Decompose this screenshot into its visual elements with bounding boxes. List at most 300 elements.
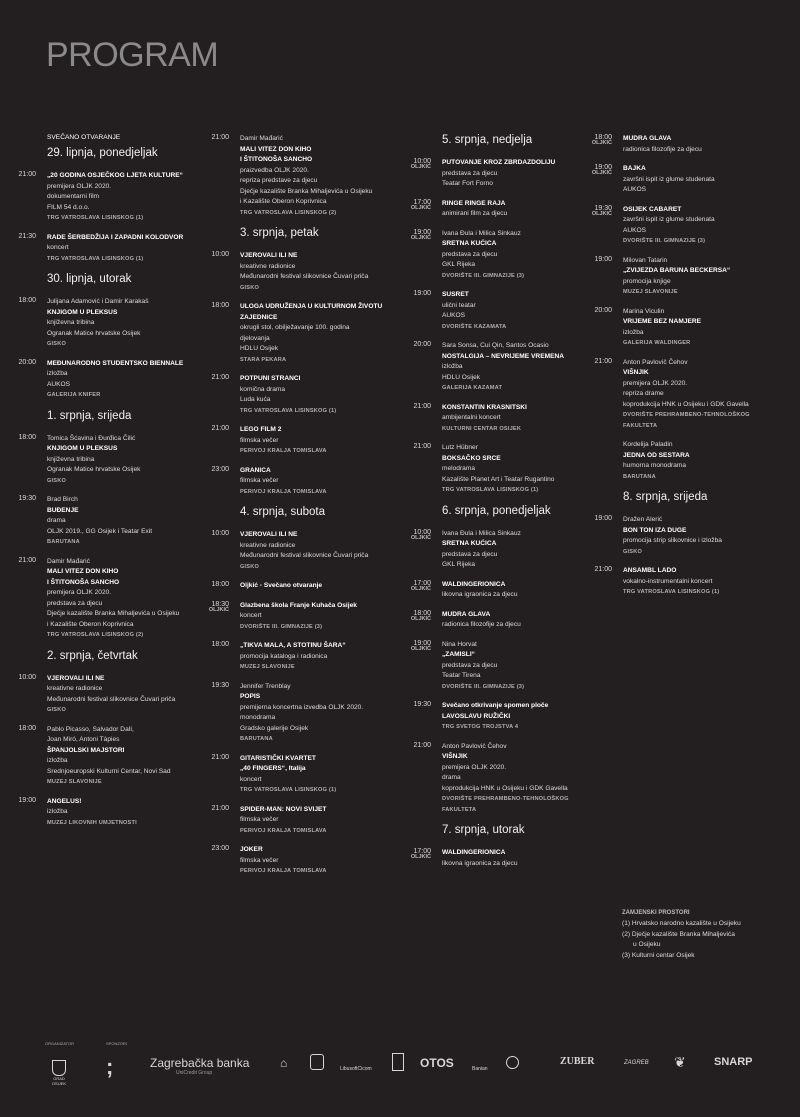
event-venue: GISKO xyxy=(47,477,67,484)
event-time: 17:00 xyxy=(413,848,431,855)
event-time-block xyxy=(576,256,612,263)
event-time-block xyxy=(193,425,229,432)
event-venue: PERIVOJ KRALJA TOMISLAVA xyxy=(240,827,327,834)
sponsor-footer xyxy=(0,1040,800,1086)
event-detail: završni ispit iz glume studenata xyxy=(623,175,715,183)
event-venue: GISKO xyxy=(47,707,67,713)
oljkic-tag: OLJKIĆ xyxy=(208,606,229,613)
event-detail: i Kazalište Oberon Koprivnica xyxy=(240,198,327,205)
event-time-block xyxy=(0,297,36,304)
venues-heading: ZAMJENSKI PROSTORI xyxy=(622,910,690,916)
event-time: 18:00 xyxy=(211,641,229,648)
event-venue: MUZEJ LIKOVNIH UMJETNOSTI xyxy=(47,819,137,826)
venue-item: (3) Kulturni centar Osijek xyxy=(622,951,695,959)
event-time-block xyxy=(193,374,229,381)
event-title: Oljkić - Svečano otvaranje xyxy=(240,582,323,589)
oljkic-tag: OLJKIĆ xyxy=(410,615,431,622)
event-time-block xyxy=(193,466,229,473)
snarp-logo: SNARP xyxy=(714,1056,753,1068)
event-entry xyxy=(413,341,592,394)
event-time: 21:00 xyxy=(211,374,229,381)
event-time: 18:00 xyxy=(413,609,431,617)
event-time-block xyxy=(576,134,612,146)
event-time-block xyxy=(193,134,229,141)
day-heading: 1. srpnja, srijeda xyxy=(47,409,132,422)
event-time-block xyxy=(193,845,229,852)
event-detail: radionica filozofije za djecu xyxy=(623,145,702,153)
event-detail: koncert xyxy=(240,612,262,619)
event-detail: Tomica Šćavina i Đurđica Čilić xyxy=(47,434,136,442)
event-detail: književna tribina xyxy=(47,455,95,463)
event-time: 21:30 xyxy=(18,232,36,240)
event-time-block xyxy=(395,640,431,652)
oljkic-tag: OLJKIĆ xyxy=(410,534,431,541)
event-detail: repriza predstave za djecu xyxy=(240,177,318,184)
event-detail: vokalno-instrumentalni koncert xyxy=(623,577,713,585)
event-entry xyxy=(410,528,592,571)
event-detail: ambijentalni koncert xyxy=(442,414,501,421)
event-detail: premijera OLJK 2020. xyxy=(47,182,112,190)
schedule-column-1 xyxy=(18,134,207,837)
event-title: GRANICA xyxy=(240,466,271,474)
event-entry xyxy=(410,158,592,190)
event-detail: AUKOS xyxy=(623,186,647,193)
event-detail: promocija kataloga i radionica xyxy=(240,652,328,660)
event-venue: TRG VATROSLAVA LISINSKOG (1) xyxy=(47,255,144,262)
event-detail: monodrama xyxy=(240,714,276,721)
event-detail: filmska večer xyxy=(240,477,279,484)
event-detail: Ogranak Matice hrvatske Osijek xyxy=(47,466,141,473)
page-title: PROGRAM xyxy=(46,36,219,74)
event-venue: FAKULTETA xyxy=(623,422,658,429)
event-entry xyxy=(591,164,783,196)
venue-item: (2) Dječje kazalište Branka Mihaljevića xyxy=(622,930,735,938)
event-title: „ZVIJEZDA BARUNA BECKERSA“ xyxy=(623,267,731,274)
event-detail: Ivana Đula i Milica Sinkauz xyxy=(442,529,521,537)
event-title: VJEROVALI ILI NE xyxy=(240,252,298,259)
event-title: ANGELUS! xyxy=(47,797,82,805)
event-entry xyxy=(18,297,207,350)
event-title: PUTOVANJE KROZ ZBRDAZDOLIJU xyxy=(442,159,556,166)
event-time-block xyxy=(0,434,36,441)
event-venue: PERIVOJ KRALJA TOMISLAVA xyxy=(240,868,327,874)
event-entry xyxy=(591,134,783,155)
event-title: SRETNA KUĆICA xyxy=(442,240,497,247)
event-detail: izložba xyxy=(47,757,68,764)
event-title: WALDINGERIONICA xyxy=(442,849,506,856)
event-detail: Brad Birch xyxy=(47,496,78,503)
event-venue: MUZEJ SLAVONIJE xyxy=(623,289,678,295)
event-time-block xyxy=(0,557,36,564)
event-time: 19:00 xyxy=(594,255,612,263)
event-venue: KULTURNI CENTAR OSIJEK xyxy=(442,425,522,432)
event-venue: MUZEJ SLAVONIJE xyxy=(240,664,295,670)
event-title: MUDRA GLAVA xyxy=(623,135,672,142)
event-title: KNJIGOM U PLEKSUS xyxy=(47,308,118,316)
event-detail: Anton Pavlovič Čehov xyxy=(442,742,507,750)
event-detail: dokumentarni film xyxy=(47,193,100,200)
event-time-block xyxy=(0,674,36,681)
event-venue: TRG VATROSLAVA LISINSKOG (1) xyxy=(623,589,720,595)
event-detail: likovna igraonica za djecu xyxy=(442,859,518,867)
day-heading: 30. lipnja, utorak xyxy=(47,273,132,285)
event-venue: DVORIŠTE III. GIMNAZIJE (3) xyxy=(240,623,323,630)
event-venue: BARUTANA xyxy=(47,539,80,545)
day-heading: 2. srpnja, četvrtak xyxy=(47,649,138,662)
event-title: BUĐENJE xyxy=(47,506,79,514)
event-entry xyxy=(208,600,400,633)
day-heading: 29. lipnja, ponedjeljak xyxy=(47,147,158,159)
event-detail: Međunarodni festival slikovnice Čuvari priča xyxy=(240,552,369,559)
event-detail: Srednjoeuropski Kulturni Centar, Novi Sad xyxy=(47,767,171,775)
event-detail: koncert xyxy=(240,775,262,783)
event-venue: DVORIŠTE KAZAMATA xyxy=(442,323,507,330)
event-venue: TRG SVETOG TROJSTVA 4 xyxy=(442,724,519,730)
event-entry xyxy=(18,673,207,716)
event-detail: koprodukcija HNK u Osijeku i GDK Gavella xyxy=(442,784,568,792)
day-heading: 8. srpnja, srijeda xyxy=(623,491,708,503)
event-entry xyxy=(211,845,400,877)
event-entry xyxy=(594,566,783,598)
day-heading: 3. srpnja, petak xyxy=(240,227,319,239)
event-detail: Teatar Fort Forno xyxy=(442,180,493,187)
event-venue: DVORIŠTE PREHRAMBENO-TEHNOLOŠKOG xyxy=(442,796,569,802)
event-detail: promocija knjige xyxy=(623,277,671,285)
event-time-block xyxy=(395,701,431,708)
event-detail: animirani film za djecu xyxy=(442,210,508,217)
event-time-block xyxy=(395,529,431,541)
organizer-label: ORGANIZATOR xyxy=(45,1041,74,1046)
event-time: 17:00 xyxy=(413,198,431,206)
event-entry xyxy=(211,465,400,498)
event-time: 19:00 xyxy=(413,228,431,236)
event-venue: TRG VATROSLAVA LISINSKOG (1) xyxy=(47,215,144,221)
event-title: „TIKVA MALA, A STOTINU ŠARA“ xyxy=(240,642,346,649)
event-detail: kreativne radionice xyxy=(240,262,296,270)
event-entry xyxy=(211,581,400,592)
event-time-block xyxy=(193,682,229,689)
day-heading: 5. srpnja, nedjelja xyxy=(442,134,533,146)
oljkic-tag: OLJKIĆ xyxy=(410,585,431,592)
event-time-block xyxy=(193,601,229,613)
event-title: LEGO FILM 2 xyxy=(240,426,282,433)
event-detail: Dječje kazalište Branka Mihaljevića u Osijeku xyxy=(47,610,180,617)
event-detail: Međunarodni festival slikovnice Čuvari priča xyxy=(47,695,176,703)
event-entry xyxy=(18,724,207,788)
schedule-column-3 xyxy=(410,134,592,878)
event-title: WALDINGERIONICA xyxy=(442,580,506,588)
event-title: VRIJEME BEZ NAMJERE xyxy=(623,318,702,325)
event-time: 18:00 xyxy=(211,302,229,309)
event-detail: Luda kuća xyxy=(240,396,271,403)
event-time: 19:00 xyxy=(413,639,431,647)
sponsor-mark-icon: ; xyxy=(106,1054,114,1079)
event-time: 19:00 xyxy=(594,164,612,171)
event-time-block xyxy=(576,307,612,314)
event-detail: GKL Rijeka xyxy=(442,561,476,568)
event-title: VIŠNJIK xyxy=(442,753,468,760)
event-title: JEDNA OD SESTARA xyxy=(623,451,690,459)
event-time-block xyxy=(0,233,36,240)
event-detail: filmska večer xyxy=(240,856,279,864)
event-time-block xyxy=(395,229,431,241)
event-entry xyxy=(211,302,400,365)
event-title: BAJKA xyxy=(623,165,646,172)
zaba-logo: Zagrebačka banka xyxy=(150,1056,250,1070)
event-title: MEĐUNARODNO STUDENTSKO BIENNALE xyxy=(47,359,184,367)
event-time: 23:00 xyxy=(211,845,229,852)
event-detail: premijera OLJK 2020. xyxy=(442,763,507,771)
event-detail: Marina Viculin xyxy=(623,307,665,315)
event-entry xyxy=(413,290,592,332)
event-time-block xyxy=(193,805,229,812)
event-detail: promocija strip slikovnice i izložba xyxy=(623,537,722,544)
event-detail: AUKOS xyxy=(47,380,71,388)
event-detail: Milovan Tatarin xyxy=(623,256,668,264)
event-time-block xyxy=(576,205,612,217)
event-entry xyxy=(18,556,207,641)
event-detail: Kordelija Paladin xyxy=(623,441,673,448)
event-time-block xyxy=(0,359,36,366)
event-detail: radionica filozofije za djecu xyxy=(442,621,521,628)
section-label: SVEČANO OTVARANJE xyxy=(47,134,121,141)
event-time: 19:30 xyxy=(594,204,612,212)
event-entry xyxy=(18,433,207,487)
event-time: 19:30 xyxy=(413,701,431,708)
event-detail: ulični teatar xyxy=(442,301,476,309)
event-detail: koprodukcija HNK u Osijeku i GDK Gavella xyxy=(623,400,749,408)
event-detail: Kazalište Planet Art i Teatar Rugantino xyxy=(442,475,555,483)
event-venue: TRG VATROSLAVA LISINSKOG (1) xyxy=(442,487,539,493)
event-entry xyxy=(211,251,400,293)
event-detail: premijera OLJK 2020. xyxy=(47,589,112,596)
event-entry xyxy=(18,171,207,224)
event-time: 10:00 xyxy=(18,673,36,681)
event-time: 20:00 xyxy=(18,358,36,366)
event-title: ANSAMBL LADO xyxy=(623,567,677,574)
event-entry xyxy=(18,232,207,265)
event-entry xyxy=(410,609,592,631)
event-time: 10:00 xyxy=(211,530,229,537)
event-venue: TRG VATROSLAVA LISINSKOG (2) xyxy=(240,209,337,216)
event-detail: komična drama xyxy=(240,385,286,393)
event-detail: izložba xyxy=(47,808,68,815)
organizer-logo: GRAD OSIJEK xyxy=(51,1076,67,1086)
event-time-block xyxy=(193,641,229,648)
event-title: SRETNA KUĆICA xyxy=(442,540,497,547)
event-entry xyxy=(18,358,207,401)
event-time-block xyxy=(576,566,612,573)
event-time: 21:00 xyxy=(211,425,229,432)
event-time-block xyxy=(395,199,431,211)
event-detail: premijera OLJK 2020. xyxy=(623,379,688,387)
day-heading: 4. srpnja, subota xyxy=(240,506,326,518)
event-detail: predstava za djecu xyxy=(442,661,498,669)
event-detail: OLJK 2019., GG Osijek i Teatar Exit xyxy=(47,527,153,535)
event-title: BON TON IZA DUGE xyxy=(623,526,687,534)
event-detail: HDLU Osijek xyxy=(240,345,279,352)
event-time: 17:00 xyxy=(413,579,431,587)
event-detail: Lutz Hübner xyxy=(442,444,478,451)
event-detail: kreativne radionice xyxy=(240,541,296,549)
event-title: I ŠTITONOŠA SANCHO xyxy=(240,156,313,163)
event-detail: FILM 54 d.o.o. xyxy=(47,203,90,211)
event-venue: GISKO xyxy=(240,284,260,291)
event-time-block xyxy=(395,290,431,297)
event-time: 20:00 xyxy=(413,341,431,348)
event-title: ZAJEDNICE xyxy=(240,313,278,321)
event-entry xyxy=(623,440,783,482)
event-venue: GISKO xyxy=(47,341,67,347)
event-time: 20:00 xyxy=(594,306,612,314)
event-entry xyxy=(594,357,783,432)
event-entry xyxy=(594,306,783,349)
event-venue: PERIVOJ KRALJA TOMISLAVA xyxy=(240,448,327,454)
event-time: 21:00 xyxy=(413,443,431,450)
event-entry xyxy=(413,701,592,733)
event-detail: Nina Horvat xyxy=(442,640,477,648)
event-title: POPIS xyxy=(240,693,261,700)
oljkic-tag: OLJKIĆ xyxy=(410,204,431,211)
event-title: BOKSAČKO SRCE xyxy=(442,454,501,462)
event-time: 21:00 xyxy=(18,171,36,178)
event-detail: Ogranak Matice hrvatske Osijek xyxy=(47,329,141,337)
event-title: Svečano otkrivanje spomen ploče xyxy=(442,702,549,709)
unicredit-label: UniCredit Group xyxy=(176,1070,213,1076)
event-title: LAVOSLAVU RUŽIČKI xyxy=(442,712,511,720)
event-detail: premijerna koncertna izvedba OLJK 2020. xyxy=(240,703,364,711)
event-title: RINGE RINGE RAJA xyxy=(442,199,506,207)
event-detail: okrugli stol, obilježavanje 100. godina xyxy=(240,324,350,331)
event-venue: DVORIŠTE III. GIMNAZIJE (3) xyxy=(442,272,525,279)
event-time: 19:00 xyxy=(594,515,612,522)
event-detail: završni ispit iz glume studenata xyxy=(623,216,715,223)
venue-item: u Osijeku xyxy=(633,941,661,948)
schedule-column-4 xyxy=(591,134,783,607)
event-entry xyxy=(211,753,400,796)
event-title: JOKER xyxy=(240,846,263,853)
schedule-column-2 xyxy=(208,134,400,886)
event-entry xyxy=(211,374,400,416)
event-time-block xyxy=(193,302,229,309)
event-detail: Joan Miró, Antoni Tàpies xyxy=(47,736,120,743)
event-detail: filmska večer xyxy=(240,436,279,444)
event-detail: predstava za djecu xyxy=(442,550,498,558)
event-entry xyxy=(413,443,592,496)
event-title: OSIJEK CABARET xyxy=(623,205,682,213)
zagreb-logo: ZAGREB xyxy=(624,1060,649,1066)
event-time: 18:30 xyxy=(211,600,229,608)
event-time: 18:00 xyxy=(594,134,612,141)
event-detail: HDLU Osijek xyxy=(442,373,481,381)
day-heading: 6. srpnja, ponedjeljak xyxy=(442,504,551,517)
event-detail: Ivana Đula i Milica Sinkauz xyxy=(442,229,521,237)
event-time-block xyxy=(193,530,229,537)
event-detail: Gradsko galerije Osijek xyxy=(240,724,309,732)
event-entry xyxy=(410,639,592,693)
event-detail: Damir Mađarić xyxy=(47,557,90,565)
event-time-block xyxy=(576,164,612,176)
event-time-block xyxy=(193,754,229,761)
event-detail: repriza drame xyxy=(623,390,664,397)
event-time: 10:00 xyxy=(413,528,431,536)
event-entry xyxy=(591,204,783,247)
crest-icon xyxy=(310,1054,324,1070)
event-time-block xyxy=(395,158,431,170)
event-title: I ŠTITONOŠA SANCHO xyxy=(47,578,120,586)
event-venue: STARA PEKARA xyxy=(240,356,287,363)
event-time: 21:00 xyxy=(413,402,431,410)
event-title: ULOGA UDRUŽENJA U KULTURNOM ŽIVOTU xyxy=(240,303,383,310)
oljkic-tag: OLJKIĆ xyxy=(410,854,431,860)
event-detail: AUKOS xyxy=(623,226,647,234)
event-detail: kreativne radionice xyxy=(47,685,103,692)
event-time-block xyxy=(0,495,36,502)
sponsors-label: SPONZORI xyxy=(106,1041,127,1046)
event-venue: MUZEJ SLAVONIJE xyxy=(47,779,102,785)
event-time: 21:00 xyxy=(18,556,36,564)
event-time-block xyxy=(576,358,612,365)
oljkic-tag: OLJKIĆ xyxy=(410,164,431,170)
event-venue: GALERIJA KNIFER xyxy=(47,392,101,398)
event-entry xyxy=(410,198,592,220)
event-detail: likovna igraonica za djecu xyxy=(442,591,518,598)
event-time-block xyxy=(0,171,36,178)
event-time: 21:00 xyxy=(211,753,229,761)
event-venue: PERIVOJ KRALJA TOMISLAVA xyxy=(240,488,327,495)
event-time: 21:00 xyxy=(594,357,612,365)
event-detail: izložba xyxy=(623,328,644,336)
event-entry xyxy=(594,255,783,298)
event-detail: književna tribina xyxy=(47,319,95,326)
event-title: GITARISTIČKI KVARTET xyxy=(240,754,316,762)
event-venue: GALERIJA KAZAMAT xyxy=(442,385,503,391)
otos-logo: OTOS xyxy=(420,1056,454,1070)
event-entry xyxy=(211,681,400,745)
event-detail: Julijana Adamović i Damir Karakaš xyxy=(47,298,149,305)
event-entry xyxy=(18,495,207,548)
event-entry xyxy=(211,134,400,218)
oljkic-tag: OLJKIĆ xyxy=(591,210,612,217)
oljkic-tag: OLJKIĆ xyxy=(591,140,612,146)
event-time-block xyxy=(0,797,36,804)
event-entry xyxy=(211,804,400,837)
event-title: „ZAMISLI“ xyxy=(442,651,475,658)
event-entry xyxy=(211,641,400,673)
box-logo-icon xyxy=(392,1053,404,1071)
event-detail: djelovanja xyxy=(240,334,270,342)
event-venue: DVORIŠTE III. GIMNAZIJE (3) xyxy=(623,238,706,244)
city-crest-icon xyxy=(52,1060,66,1076)
event-time: 18:00 xyxy=(18,297,36,304)
event-venue: GISKO xyxy=(623,548,643,555)
event-detail: predstava za djecu xyxy=(442,250,498,258)
event-detail: i Kazalište Oberon Koprivnica xyxy=(47,620,134,628)
event-detail: Anton Pavlovič Čehov xyxy=(623,358,688,366)
event-detail: Sara Sonsa, Cui Qin, Santos Ocasio xyxy=(442,342,549,349)
event-detail: drama xyxy=(47,517,66,524)
libusoft-logo: LibusoftCicom xyxy=(340,1066,372,1072)
event-title: „20 GODINA OSJEČKOG LJETA KULTURE“ xyxy=(47,172,183,179)
event-time: 23:00 xyxy=(211,465,229,473)
event-time-block xyxy=(395,403,431,410)
event-entry xyxy=(413,402,592,435)
event-time-block xyxy=(395,610,431,622)
event-title: SUSRET xyxy=(442,291,469,298)
event-title: VIŠNJIK xyxy=(623,369,649,376)
event-detail: predstava za djecu xyxy=(442,169,498,177)
event-detail: Dječje kazalište Branka Mihaljevića u Osijeku xyxy=(240,187,373,195)
